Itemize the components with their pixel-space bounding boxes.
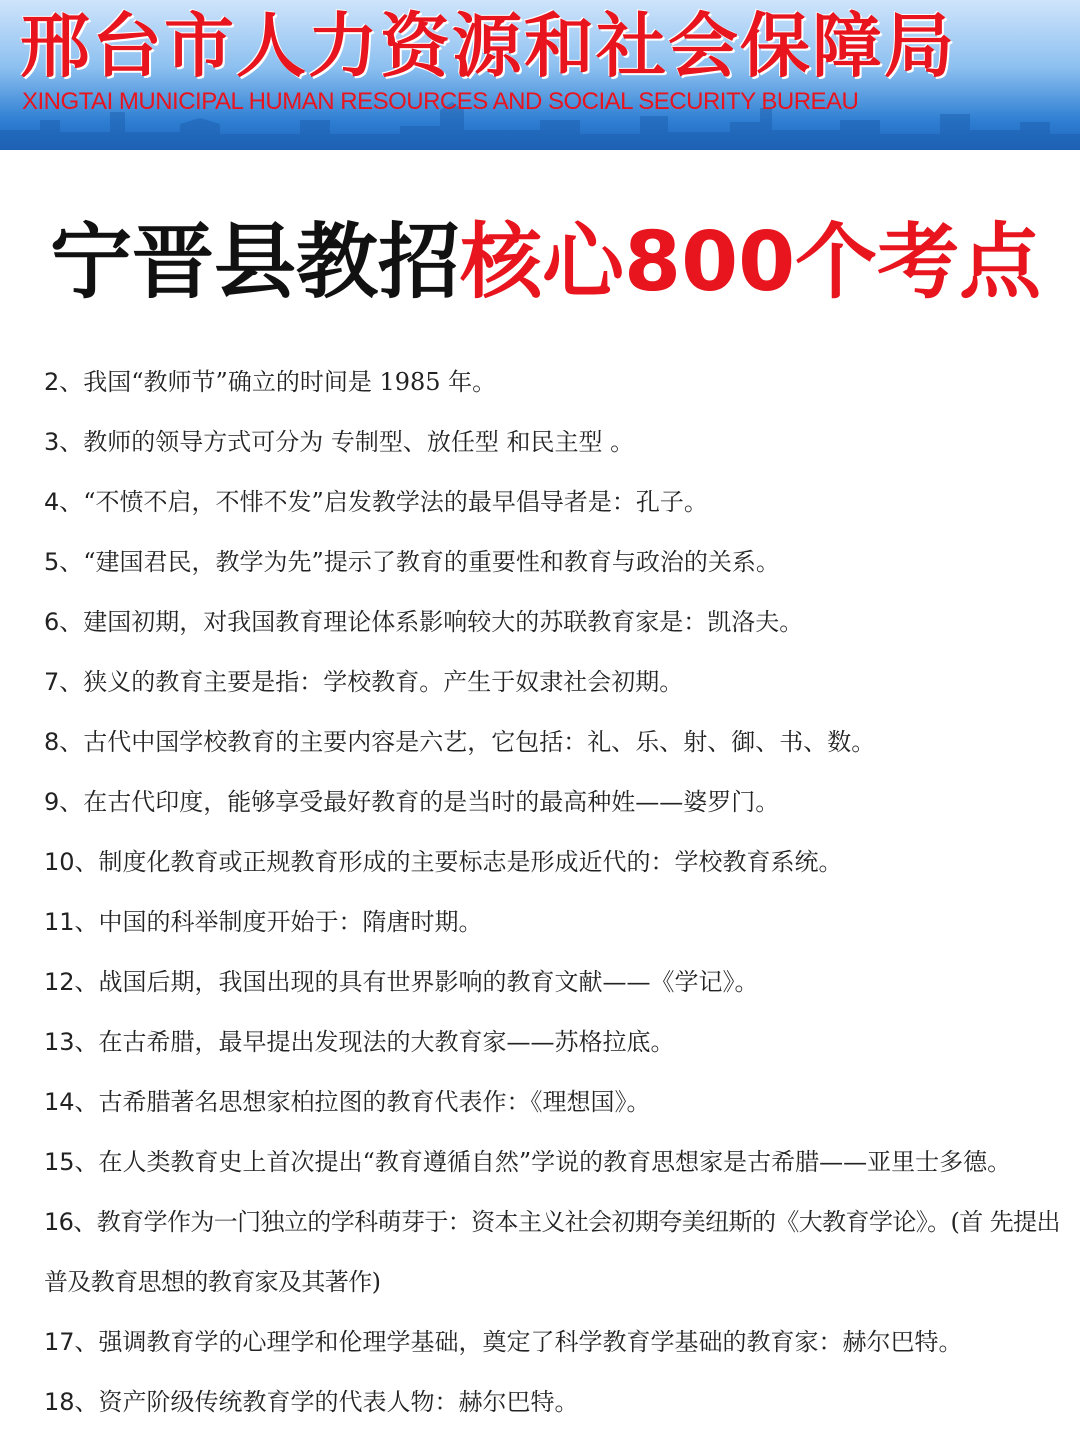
list-item (44, 1192, 1080, 1312)
list-item (44, 652, 1080, 712)
title-part-red: 核心800个考点 (460, 215, 1042, 310)
item-text: 狭义的教育主要是指：学校教育。产生于奴隶社会初期。 (83, 668, 684, 696)
item-number: 7、 (44, 668, 84, 696)
item-number: 16、 (44, 1208, 97, 1236)
item-number: 14、 (44, 1088, 99, 1116)
item-text: “建国君民，教学为先”提示了教育的重要性和教育与政治的关系。 (83, 548, 780, 576)
list-item (44, 1012, 1080, 1072)
list-item (44, 532, 1080, 592)
item-text: 建国初期，对我国教育理论体系影响较大的苏联教育家是：凯洛夫。 (83, 608, 804, 636)
item-number: 4、 (44, 488, 84, 516)
page-title (50, 215, 1041, 311)
list-item (44, 772, 1080, 832)
list-item (44, 892, 1080, 952)
item-text: 强调教育学的心理学和伦理学基础，奠定了科学教育学基础的教育家：赫尔巴特。 (98, 1328, 963, 1356)
list-item (44, 352, 1080, 412)
item-number: 2、 (44, 368, 84, 396)
item-text: 在古希腊，最早提出发现法的大教育家——苏格拉底。 (98, 1028, 675, 1056)
item-text: 教师的领导方式可分为 专制型、放任型 和民主型 。 (83, 428, 635, 456)
item-text: 制度化教育或正规教育形成的主要标志是形成近代的：学校教育系统。 (98, 848, 843, 876)
item-text: 古代中国学校教育的主要内容是六艺，它包括：礼、乐、射、御、书、数。 (83, 728, 876, 756)
list-item (44, 1372, 1080, 1432)
item-number: 18、 (44, 1388, 99, 1416)
item-text: 教育学作为一门独立的学科萌芽于：资本主义社会初期夸美纽斯的《大教育学论》。(首 先提出普及教育思想的教育家及其著作) (44, 1208, 1060, 1296)
list-item (44, 412, 1080, 472)
list-item (44, 1132, 1080, 1192)
item-text: “不愤不启，不悱不发”启发教学法的最早倡导者是：孔子。 (83, 488, 708, 516)
item-number: 17、 (44, 1328, 99, 1356)
item-text: 资产阶级传统教育学的代表人物：赫尔巴特。 (98, 1388, 579, 1416)
item-number: 6、 (44, 608, 84, 636)
list-item (44, 1072, 1080, 1132)
item-text: 中国的科举制度开始于：隋唐时期。 (98, 908, 483, 936)
item-text: 在古代印度，能够享受最好教育的是当时的最高种姓——婆罗门。 (83, 788, 780, 816)
item-number: 9、 (44, 788, 84, 816)
list-item (44, 472, 1080, 532)
list-item (44, 832, 1080, 892)
exam-points-list (44, 352, 1080, 1432)
item-text: 在人类教育史上首次提出“教育遵循自然”学说的教育思想家是古希腊——亚里士多德。 (98, 1148, 1012, 1176)
list-item (44, 1312, 1080, 1372)
item-number: 12、 (44, 968, 99, 996)
item-text: 古希腊著名思想家柏拉图的教育代表作：《理想国》。 (98, 1088, 651, 1116)
item-number: 13、 (44, 1028, 99, 1056)
title-part-black: 宁晋县教招 (50, 215, 461, 310)
item-number: 8、 (44, 728, 84, 756)
item-number: 11、 (44, 908, 99, 936)
bureau-name: 邢台市人力资源和社会保障局 (20, 5, 956, 87)
item-number: 15、 (44, 1148, 99, 1176)
list-item (44, 592, 1080, 652)
list-item (44, 952, 1080, 1012)
item-number: 5、 (44, 548, 84, 576)
bureau-english-name: XINGTAI MUNICIPAL HUMAN RESOURCES AND SOCIAL SECURITY BUREAU (22, 88, 859, 115)
item-text: 战国后期，我国出现的具有世界影响的教育文献——《学记》。 (98, 968, 759, 996)
item-number: 3、 (44, 428, 84, 456)
list-item (44, 712, 1080, 772)
item-text: 我国“教师节”确立的时间是 1985 年。 (83, 368, 497, 396)
header-banner (0, 0, 1080, 150)
item-number: 10、 (44, 848, 99, 876)
